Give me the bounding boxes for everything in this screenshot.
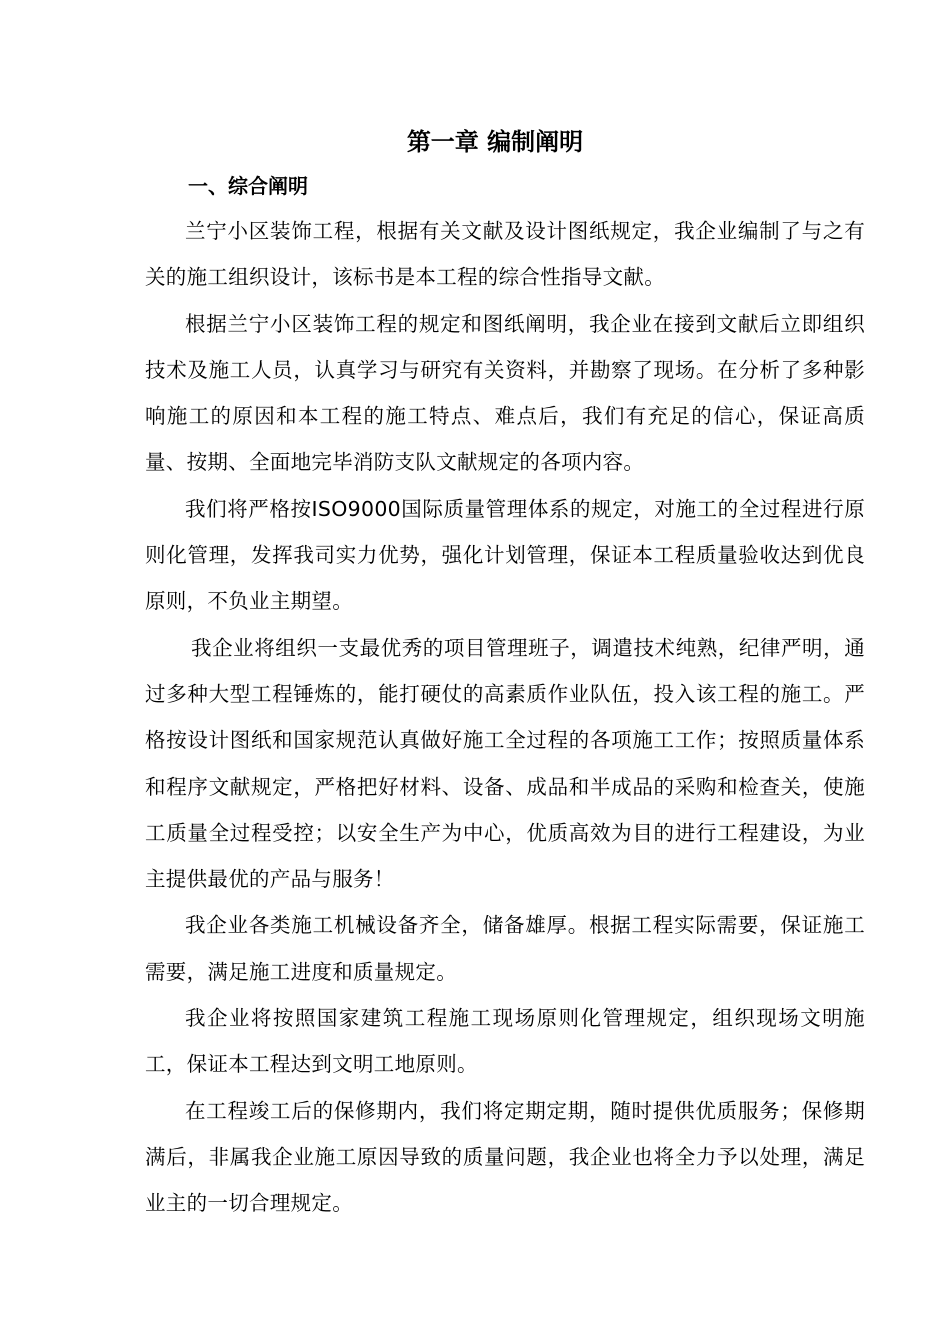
paragraph-intro: 兰宁小区装饰工程，根据有关文献及设计图纸规定，我企业编制了与之有关的施工组织设计，该标书是本工程的综合性指导文献。 bbox=[145, 219, 865, 290]
paragraph-warranty: 在工程竣工后的保修期内，我们将定期定期，随时提供优质服务；保修期满后，非属我企业施工原因导致的质量问题，我企业也将全力予以处理，满足业主的一切合理规定。 bbox=[145, 1098, 865, 1216]
section-title: 一、综合阐明 bbox=[188, 174, 308, 198]
paragraph-management-team: 我企业将组织一支最优秀的项目管理班子，调遣技术纯熟，纪律严明，通过多种大型工程锤炼的，能打硬仗的高素质作业队伍，投入该工程的施工。严格按设计图纸和国家规范认真做好施工全过程的各项施工工作；按照质量体系和程序文献规定，严格把好材料、设备、成品和半成品的采购和检查关，使施工质量全过程受控；以安全生产为中心，优质高效为目的进行工程建设，为业主提供最优的产品与服务！ bbox=[145, 635, 865, 892]
body-text bbox=[145, 208, 865, 1227]
paragraph-equipment: 我企业各类施工机械设备齐全，储备雄厚。根据工程实际需要，保证施工需要，满足施工进度和质量规定。 bbox=[145, 913, 865, 984]
paragraph-quality-system: 我们将严格按ISO9000国际质量管理体系的规定，对施工的全过程进行原则化管理，发挥我司实力优势，强化计划管理，保证本工程质量验收达到优良原则，不负业主期望。 bbox=[145, 496, 865, 614]
paragraph-civilized-construction: 我企业将按照国家建筑工程施工现场原则化管理规定，组织现场文明施工，保证本工程达到文明工地原则。 bbox=[145, 1006, 865, 1077]
chapter-title: 第一章 编制阐明 bbox=[406, 128, 584, 156]
paragraph-preparation: 根据兰宁小区装饰工程的规定和图纸阐明，我企业在接到文献后立即组织技术及施工人员，认真学习与研究有关资料，并勘察了现场。在分析了多种影响施工的原因和本工程的施工特点、难点后，我们有充足的信心，保证高质量、按期、全面地完毕消防支队文献规定的各项内容。 bbox=[145, 311, 865, 475]
